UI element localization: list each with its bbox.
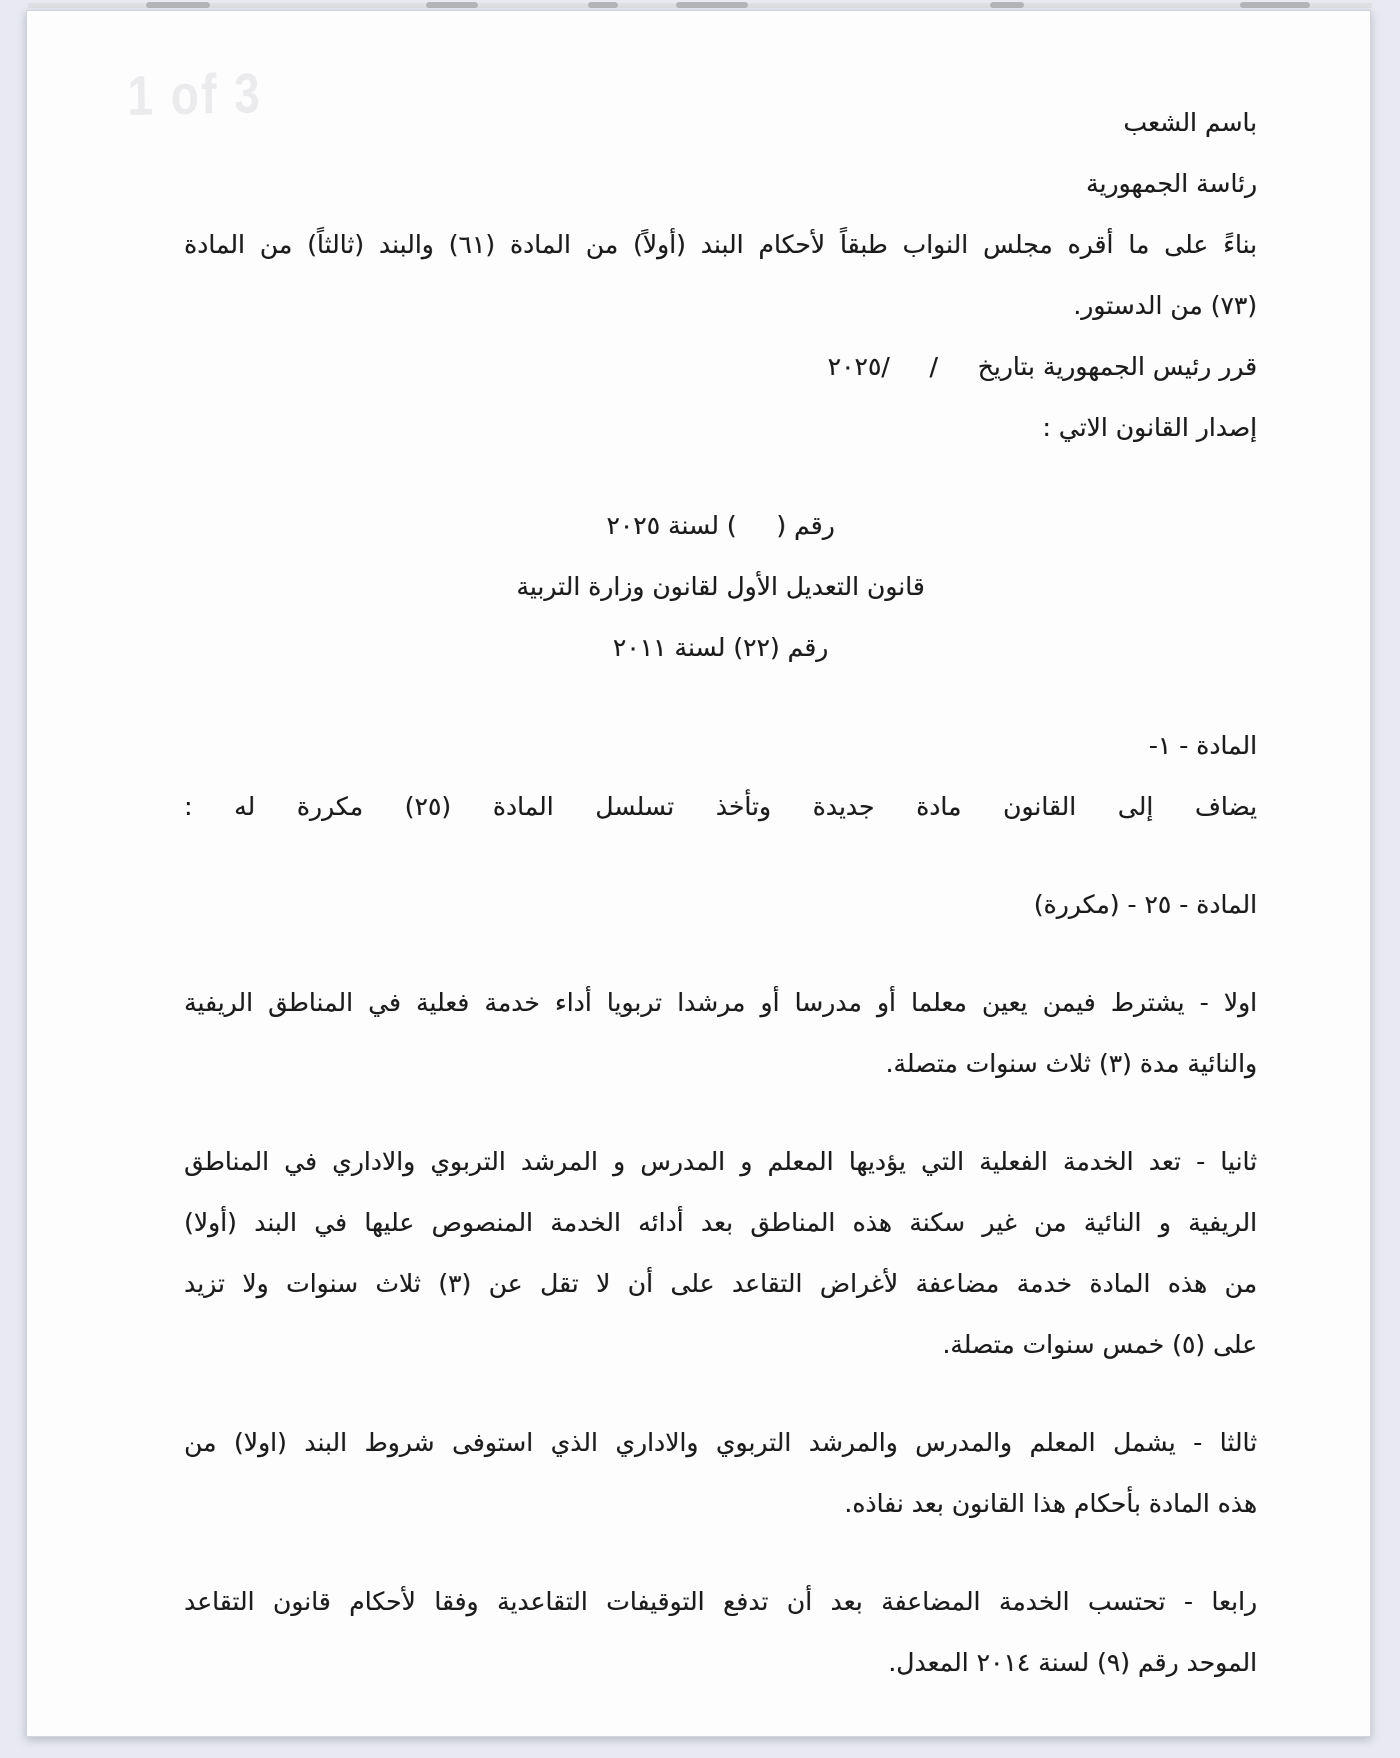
scan-artifact-dash bbox=[588, 2, 618, 8]
issuance-line: إصدار القانون الاتي : bbox=[1042, 413, 1257, 442]
clause-fourth-section bbox=[184, 1571, 1257, 1693]
law-number-line: رقم ( ) لسنة ٢٠٢٥ bbox=[606, 511, 835, 540]
scan-artifact-dash bbox=[676, 2, 748, 8]
clause-fourth-line-2: الموحد رقم (٩) لسنة ٢٠١٤ المعدل. bbox=[888, 1648, 1257, 1677]
preamble-line-1: بناءً على ما أقره مجلس النواب طبقاً لأحكام البند (أولاً) من المادة (٦١) والبند (ثالثاً) من المادة bbox=[184, 230, 1257, 259]
clause-second-line-3: من هذه المادة خدمة مضاعفة لأغراض التقاعد على أن لا تقل عن (٣) ثلاث سنوات ولا تزيد bbox=[184, 1269, 1257, 1298]
clause-second-section bbox=[184, 1131, 1257, 1375]
clause-first-section bbox=[184, 972, 1257, 1094]
article-1-heading: المادة - ١- bbox=[1148, 731, 1257, 760]
article-25-heading: المادة - ٢٥ - (مكررة) bbox=[1033, 890, 1257, 919]
article-1-body: يضاف إلى القانون مادة جديدة وتأخذ تسلسل المادة (٢٥) مكررة له : bbox=[184, 792, 1257, 821]
clause-third-line-1: ثالثا - يشمل المعلم والمدرس والمرشد التربوي والاداري الذي استوفى شروط البند (اولا) من bbox=[184, 1428, 1257, 1457]
authority-line: رئاسة الجمهورية bbox=[1086, 169, 1257, 198]
opening-section bbox=[184, 92, 1257, 458]
scan-artifact-dash bbox=[426, 2, 478, 8]
clause-second-line-1: ثانيا - تعد الخدمة الفعلية التي يؤديها المعلم و المدرس و المرشد التربوي والاداري في المناطق bbox=[184, 1147, 1257, 1176]
preamble-line-2: (٧٣) من الدستور. bbox=[1073, 291, 1257, 320]
scan-top-edge-artifact bbox=[28, 3, 1372, 8]
clause-first-line-2: والنائية مدة (٣) ثلاث سنوات متصلة. bbox=[885, 1049, 1257, 1078]
clause-third-line-2: هذه المادة بأحكام هذا القانون بعد نفاذه. bbox=[844, 1489, 1257, 1518]
clause-second-line-4: على (٥) خمس سنوات متصلة. bbox=[942, 1330, 1257, 1359]
base-law-line: رقم (٢٢) لسنة ٢٠١١ bbox=[612, 633, 829, 662]
clause-second-line-2: الريفية و النائية من غير سكنة هذه المناطق بعد أدائه الخدمة المنصوص عليها في البند (أولا) bbox=[184, 1208, 1257, 1237]
scan-artifact-dash bbox=[146, 2, 210, 8]
article-25-heading-section bbox=[184, 874, 1257, 935]
scan-artifact-dash bbox=[990, 2, 1024, 8]
decree-date-line: قرر رئيس الجمهورية بتاريخ / /٢٠٢٥ bbox=[827, 352, 1257, 381]
clause-first-line-1: اولا - يشترط فيمن يعين معلما أو مدرسا أو مرشدا تربويا أداء خدمة فعلية في المناطق الريفية bbox=[184, 988, 1257, 1017]
scan-artifact-dash bbox=[1240, 2, 1310, 8]
clause-fourth-line-1: رابعا - تحتسب الخدمة المضاعفة بعد أن تدفع التوقيفات التقاعدية وفقا لأحكام قانون التقاعد bbox=[184, 1587, 1257, 1616]
law-title-line: قانون التعديل الأول لقانون وزارة التربية bbox=[516, 572, 925, 601]
law-title-section bbox=[184, 495, 1257, 678]
invocation-line: باسم الشعب bbox=[1123, 108, 1257, 137]
article-1-section bbox=[184, 715, 1257, 837]
page-count-watermark: 1 of 3 bbox=[127, 61, 263, 127]
clause-third-section bbox=[184, 1412, 1257, 1534]
document-content bbox=[27, 11, 1370, 1693]
document-page bbox=[26, 10, 1371, 1737]
